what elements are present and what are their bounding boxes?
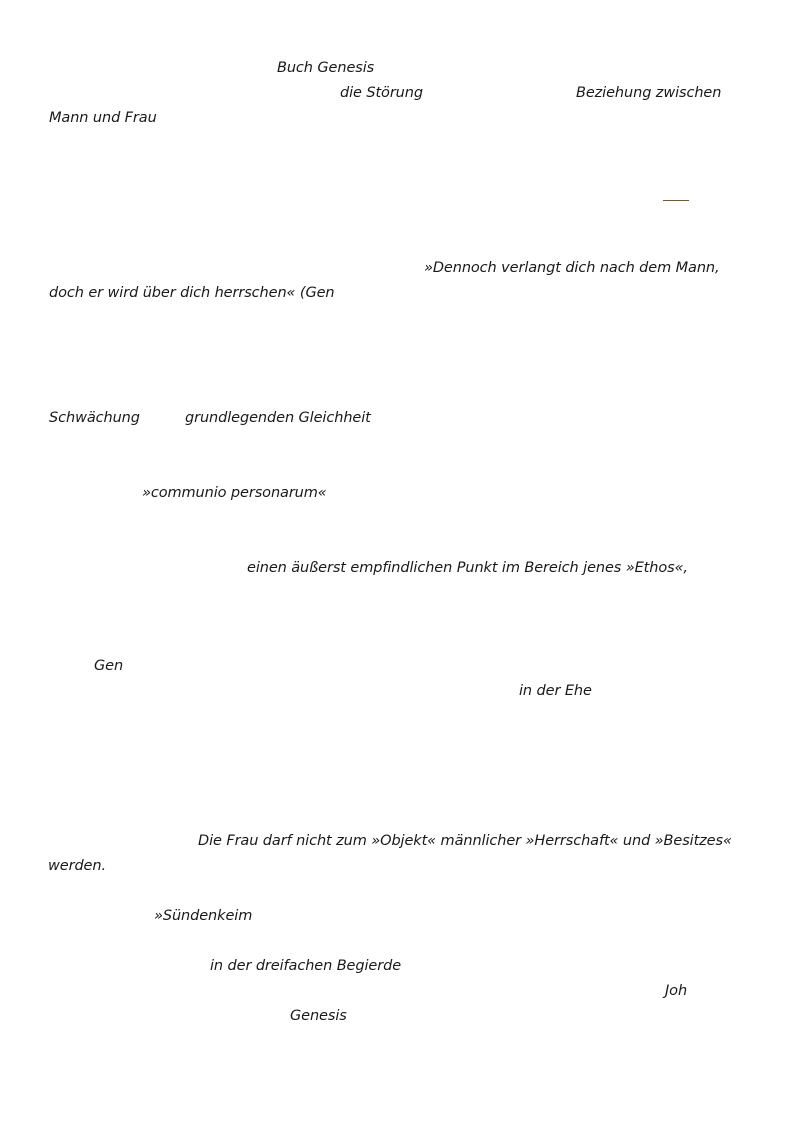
text-fragment-doch-er-wird: doch er wird über dich herrschen« (Gen bbox=[49, 285, 335, 301]
text-fragment-dennoch-verlangt: »Dennoch verlangt dich nach dem Mann, bbox=[424, 260, 720, 276]
text-fragment-in-der-ehe: in der Ehe bbox=[519, 683, 592, 699]
footnote-rule bbox=[663, 200, 689, 201]
text-fragment-gen: Gen bbox=[94, 658, 124, 674]
text-fragment-suendenkeim: »Sündenkeim bbox=[154, 908, 253, 924]
text-fragment-grundlegenden-gleichheit: grundlegenden Gleichheit bbox=[185, 410, 371, 426]
text-fragment-die-frau-darf-nicht: Die Frau darf nicht zum »Objekt« männlicher »Herrschaft« und »Besitzes« bbox=[198, 833, 732, 849]
text-fragment-communio-personarum: »communio personarum« bbox=[142, 485, 327, 501]
text-fragment-beziehung-zwischen: Beziehung zwischen bbox=[576, 85, 722, 101]
text-fragment-werden: werden. bbox=[48, 858, 106, 874]
text-fragment-schwaechung: Schwächung bbox=[49, 410, 140, 426]
text-fragment-genesis: Genesis bbox=[290, 1008, 347, 1024]
text-fragment-mann-und-frau: Mann und Frau bbox=[49, 110, 157, 126]
text-fragment-buch-genesis: Buch Genesis bbox=[277, 60, 375, 76]
text-fragment-dreifache-begierde: in der dreifachen Begierde bbox=[210, 958, 402, 974]
text-fragment-joh: Joh bbox=[665, 983, 688, 999]
text-fragment-empfindlichen-punkt: einen äußerst empfindlichen Punkt im Bereich jenes »Ethos«, bbox=[247, 560, 688, 576]
text-fragment-die-stoerung: die Störung bbox=[340, 85, 423, 101]
